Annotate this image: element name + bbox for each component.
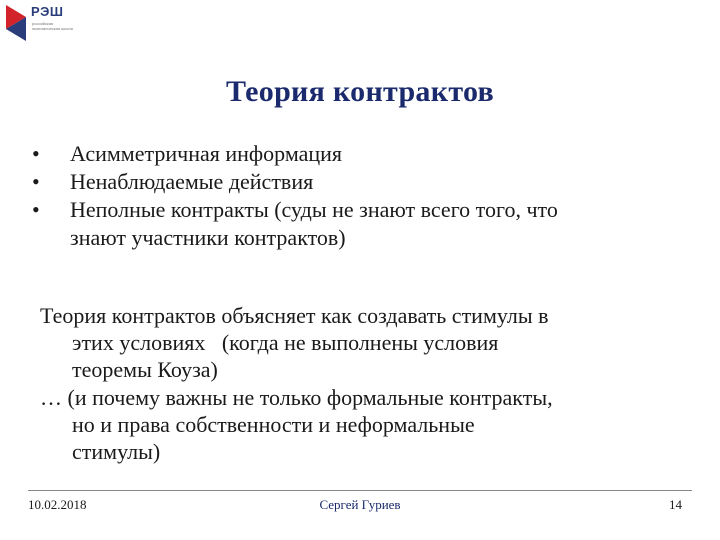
bullet-item [32,168,692,196]
bullet-icon: • [32,169,40,194]
paragraph-line: этих условиях (когда не выполнены условия [72,330,499,355]
footer-date: 10.02.2018 [28,497,87,512]
paragraph-line: Теория контрактов объясняет как создавать стимулы в [40,303,549,328]
footer-author: Сергей Гуриев [319,497,401,512]
slide-title: Теория контрактов [225,75,495,108]
bullet-text-continuation: знают участники контрактов) [70,225,346,250]
bullet-icon: • [32,141,40,166]
paragraph-line: … (и почему важны не только формальные контракты, [40,385,553,410]
bullet-icon: • [32,197,40,222]
paragraph-incentives [40,302,690,383]
paragraph-property-rights [40,384,690,465]
bullet-text: Асимметричная информация [70,141,343,166]
bullet-text: Неполные контракты (суды не знают всего того, что [70,197,558,222]
logo [4,3,74,47]
paragraph-line: теоремы Коуза) [72,357,218,382]
paragraph-line: стимулы) [72,439,161,464]
logo-mark-icon [4,3,30,43]
logo-name: РЭШ [31,4,64,19]
bullet-item [32,140,692,168]
bullet-text: Ненаблюдаемые действия [70,169,314,194]
bullet-item [32,196,692,252]
logo-subtitle: российская экономическая школа [32,21,73,31]
page-number: 14 [669,497,682,512]
paragraph-line: но и права собственности и неформальные [72,412,475,437]
bullet-list [32,140,692,252]
footer-divider [28,490,692,491]
